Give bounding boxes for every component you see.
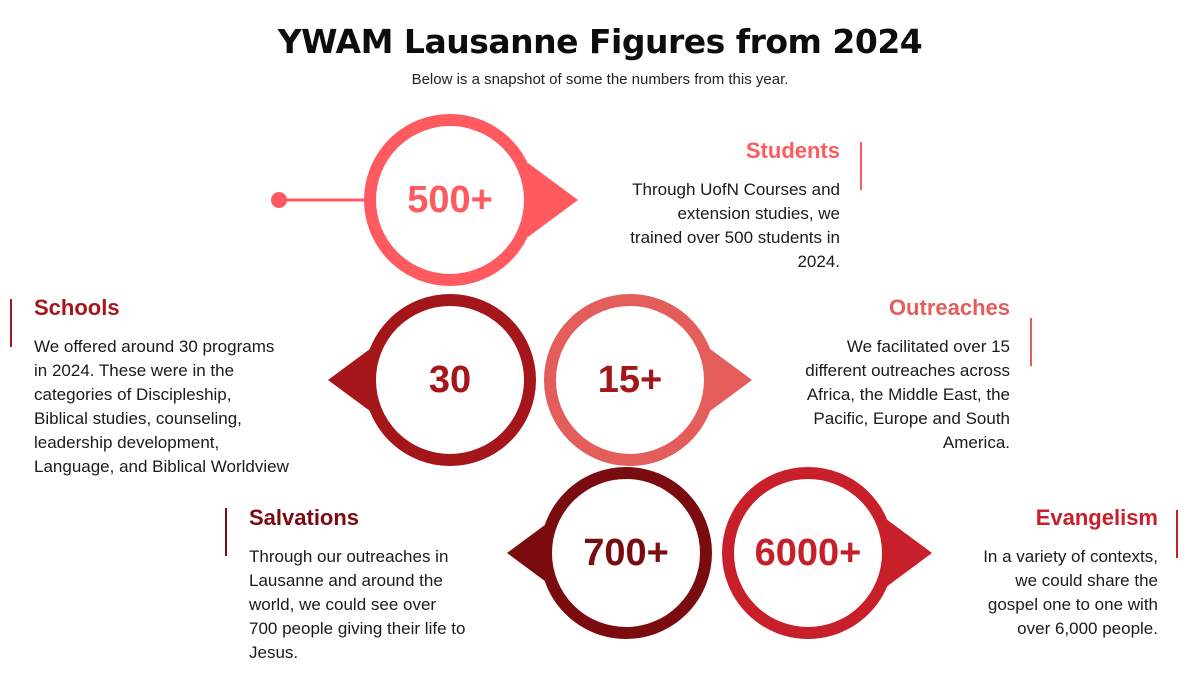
salvations-divider: [225, 508, 227, 556]
salvations-value: 700+: [583, 532, 669, 574]
schools-text: We offered around 30 programs in 2024. These were in the categories of Discipleship, Biblical studies, counseling, leadership development, Language, and Biblical Worldview: [34, 337, 289, 476]
schools-label: Schools: [34, 295, 120, 320]
evangelism-text: In a variety of contexts, we could share the gospel one to one with over 6,000 people.: [983, 547, 1158, 638]
students-text: Through UofN Courses and extension studies, we trained over 500 students in 2024.: [630, 180, 840, 271]
students-connector-dot: [271, 192, 287, 208]
evangelism-value: 6000+: [754, 532, 862, 574]
evangelism-divider: [1176, 510, 1178, 558]
page-subtitle: Below is a snapshot of some the numbers from this year.: [411, 71, 789, 88]
students-block: [580, 138, 840, 274]
salvations-block: [249, 505, 509, 665]
page-title: YWAM Lausanne Figures from 2024: [277, 22, 923, 61]
evangelism-label: Evangelism: [1035, 505, 1158, 530]
salvations-text: Through our outreaches in Lausanne and around the world, we could see over 700 people giving their life to Jesus.: [249, 547, 466, 662]
students-divider: [860, 142, 862, 190]
schools-block: [34, 295, 334, 479]
outreaches-divider: [1030, 318, 1032, 366]
outreaches-block: [760, 295, 1010, 455]
schools-divider: [10, 299, 12, 347]
outreaches-value: 15+: [597, 359, 663, 401]
schools-value: 30: [428, 359, 472, 401]
evangelism-block: [940, 505, 1158, 641]
outreaches-text: We facilitated over 15 different outreaches across Africa, the Middle East, the Pacific, Europe and South America.: [805, 337, 1010, 452]
students-label: Students: [745, 138, 840, 163]
salvations-label: Salvations: [249, 505, 360, 530]
outreaches-label: Outreaches: [888, 295, 1010, 320]
students-value: 500+: [407, 179, 493, 221]
